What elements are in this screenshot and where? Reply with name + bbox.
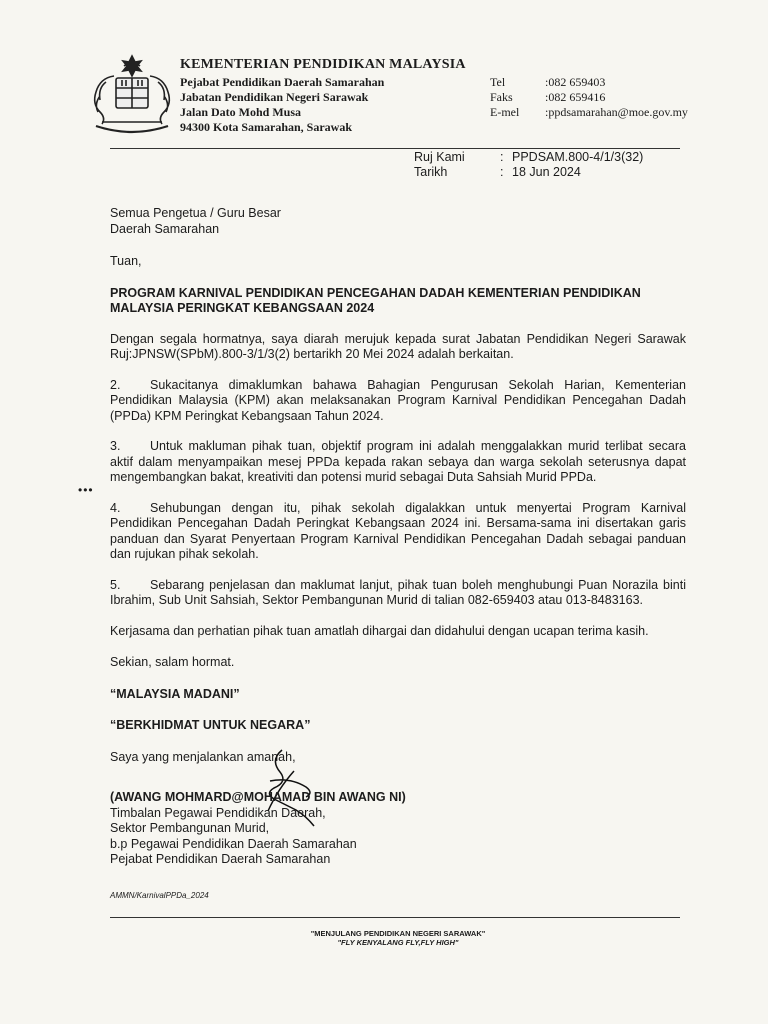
contact-label: Faks	[490, 90, 513, 104]
file-reference: AMMN/KarnivalPPDa_2024	[110, 891, 209, 900]
office-address	[180, 75, 384, 135]
contact-block	[490, 75, 688, 120]
ref-separator: :	[500, 150, 504, 164]
footer-divider	[110, 917, 680, 918]
signatory-line: Sektor Pembangunan Murid,	[110, 821, 270, 835]
date-value: 18 Jun 2024	[512, 165, 581, 179]
contact-value: :ppdsamarahan@moe.gov.my	[545, 105, 688, 119]
paragraph-text: Sukacitanya dimaklumkan bahawa Bahagian Pengurusan Sekolah Harian, Kementerian Pendidikan Malaysia (KPM) akan melaksanakan Program Karnival Pendidikan Pencegahan Dadah (PPDa) KPM Peringkat Kebangsaan Tahun 2024.	[110, 377, 686, 423]
slogan-berkhidmat: “BERKHIDMAT UNTUK NEGARA”	[110, 718, 311, 732]
contact-email	[490, 105, 688, 120]
subject-heading: PROGRAM KARNIVAL PENDIDIKAN PENCEGAHAN DADAH KEMENTERIAN PENDIDIKAN MALAYSIA PERINGKAT KEBANGSAAN 2024	[110, 285, 641, 315]
ministry-name: KEMENTERIAN PENDIDIKAN MALAYSIA	[180, 57, 466, 72]
margin-mark: •••	[78, 483, 94, 497]
paragraph-number: 3.	[110, 439, 121, 453]
paragraph-text: Sebarang penjelasan dan maklumat lanjut, pihak tuan boleh menghubungi Puan Norazila binti Ibrahim, Sub Unit Sahsiah, Sektor Pembangunan Murid di talian 082-659403 atau 013-8483163.	[110, 577, 686, 607]
closing-line: Sekian, salam hormat.	[110, 655, 235, 669]
paragraph-3	[110, 439, 686, 486]
signatory-block	[110, 790, 406, 868]
address-line: 94300 Kota Samarahan, Sarawak	[180, 120, 353, 134]
address-line: Jalan Dato Mohd Musa	[180, 105, 302, 119]
signatory-line: Pejabat Pendidikan Daerah Samarahan	[110, 852, 331, 866]
contact-tel	[490, 75, 688, 90]
paragraph-4	[110, 501, 686, 563]
recipient-line: Semua Pengetua / Guru Besar	[110, 206, 281, 220]
footer-tagline: "FLY KENYALANG FLY,FLY HIGH"	[337, 938, 459, 947]
date-label: Tarikh	[414, 165, 448, 179]
footer-motto: "MENJULANG PENDIDIKAN NEGERI SARAWAK"	[310, 929, 486, 938]
header-divider	[110, 148, 680, 149]
letter-body	[110, 206, 686, 765]
date-separator: :	[500, 165, 504, 179]
signatory-line: b.p Pegawai Pendidikan Daerah Samarahan	[110, 836, 357, 851]
signatory-line: Timbalan Pegawai Pendidikan Daerah,	[110, 805, 326, 820]
ref-row	[414, 150, 643, 165]
trust-line: Saya yang menjalankan amanah,	[110, 749, 296, 764]
paragraph-text: Untuk makluman pihak tuan, objektif program ini adalah menggalakkan murid terlibat secara aktif dalam menyampaikan mesej PPDa kepada rakan sebaya dan warga sekolah seterusnya dapat mengembangkan bakat, kreativiti dan potensi murid sebagai Duta Sahsiah Murid PPDa.	[110, 439, 686, 484]
address-line: Pejabat Pendidikan Daerah Samarahan	[180, 75, 385, 89]
ref-label: Ruj Kami	[414, 150, 465, 164]
paragraph-text: Sehubungan dengan itu, pihak sekolah digalakkan untuk menyertai Program Karnival Pendidikan Pencegahan Dadah Peringkat Kebangsaan 2024 ini. Bersama-sama ini disertakan garis panduan dan Syarat Penyertaan Program Karnival Pendidikan Pencegahan Dadah sebagai panduan dan rujukan pihak sekolah.	[110, 500, 686, 561]
paragraph-number: 4.	[110, 500, 121, 515]
paragraph-2	[110, 378, 686, 425]
paragraph-number: 2.	[110, 377, 121, 392]
address-line: Jabatan Pendidikan Negeri Sarawak	[180, 90, 369, 104]
thanks-paragraph: Kerjasama dan perhatian pihak tuan amatlah dihargai dan didahului dengan ucapan terima kasih.	[110, 623, 649, 638]
salutation: Tuan,	[110, 254, 142, 268]
signatory-name: (AWANG MOHMARD@MOHAMAD BIN AWANG NI)	[110, 790, 406, 804]
contact-label: Tel	[490, 75, 506, 89]
reference-block	[414, 150, 643, 180]
contact-fax	[490, 90, 688, 105]
contact-label: E-mel	[490, 105, 520, 119]
recipient-line: Daerah Samarahan	[110, 221, 220, 236]
footer	[200, 929, 596, 947]
intro-paragraph: Dengan segala hormatnya, saya diarah merujuk kepada surat Jabatan Pendidikan Negeri Sarawak Ruj:JPNSW(SPbM).800-3/1/3(2) bertarikh 20 Mei 2024 adalah berkaitan.	[110, 331, 686, 361]
ref-value: PPDSAM.800-4/1/3(32)	[512, 150, 644, 164]
paragraph-5	[110, 578, 686, 609]
recipient	[110, 206, 686, 237]
contact-value: :082 659416	[545, 90, 606, 104]
contact-value: :082 659403	[545, 75, 606, 89]
slogan-madani: “MALAYSIA MADANI”	[110, 686, 240, 701]
malaysia-coat-of-arms-icon	[86, 52, 178, 136]
date-row	[414, 165, 643, 180]
paragraph-number: 5.	[110, 577, 121, 592]
